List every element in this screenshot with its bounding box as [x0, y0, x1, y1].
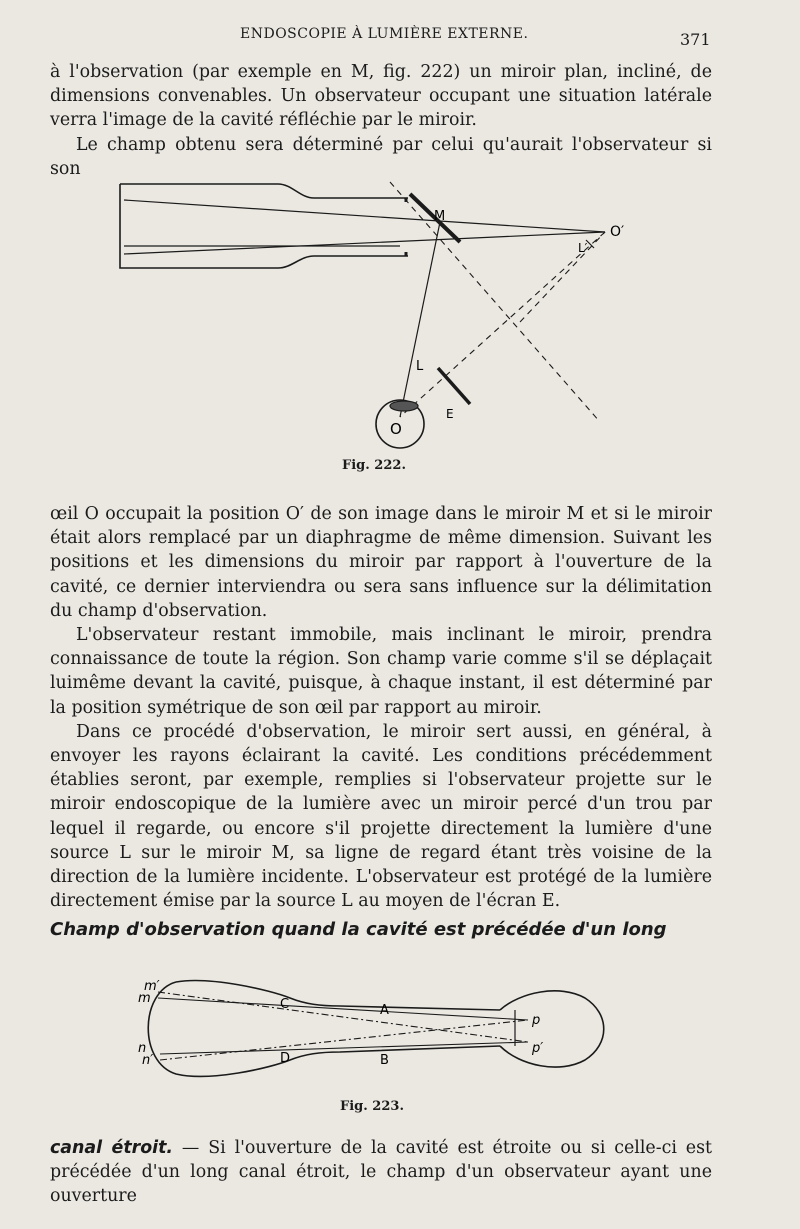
fig222-label-m: M: [434, 209, 446, 224]
fig222-label-e: E: [446, 407, 454, 421]
fig222-label-l-prime: L′: [578, 241, 588, 255]
fig222-label-o: O: [390, 420, 402, 438]
fig223-label-n: n: [138, 1041, 147, 1056]
paragraph-top: [50, 60, 712, 181]
fig223-label-d: D: [280, 1051, 291, 1066]
fig223-label-m: m: [138, 991, 151, 1006]
subsection-heading: canal étroit.: [50, 1138, 174, 1158]
figure-223-caption: Fig. 223.: [340, 1099, 404, 1114]
paragraph-tail-text: — Si l'ouverture de la cavité est étroite ou si celle-ci est précédée d'un long canal étroit, le champ d'un observateur ayant une ouverture: [50, 1138, 712, 1207]
paragraph-3-text: œil O occupait la position O′ de son image dans le miroir M et si le miroir était alors remplacé par un diaphragme de même dimension. Suivant les positions et les dimensions du miroir par rapport à l'ouverture de la cavité, ce dernier interviendra ou sera sans influence sur la délimitation du champ d'observation.: [50, 504, 712, 621]
fig223-label-p-prime: p′: [532, 1041, 544, 1056]
running-header: [0, 26, 800, 50]
paragraph-2-text: Le champ obtenu sera déterminé par celui qu'aurait l'observateur si son: [50, 134, 712, 179]
fig222-label-o-prime: O′: [610, 224, 625, 240]
figure-222: [100, 172, 660, 467]
paragraph-4-text: L'observateur restant immobile, mais inclinant le miroir, prendra connaissance de toute la région. Son champ varie comme s'il se déplaçait luimême devant la cavité, puisque, à chaque instant, il est déterminé par la position symétrique de son œil par rapport au miroir.: [50, 625, 712, 718]
fig223-label-c: C: [280, 997, 290, 1012]
fig223-label-m-prime: m′: [144, 979, 160, 994]
paragraph-body: [50, 502, 712, 913]
paragraph-top-text: à l'observation (par exemple en M, fig. 222) un miroir plan, incliné, de dimensions convenables. Un observateur occupant une situation latérale verra l'image de la cavité réfléchie par le miroir.: [50, 62, 712, 131]
figure-222-caption: Fig. 222.: [342, 458, 406, 473]
paragraph-tail: [50, 1136, 712, 1209]
fig222-label-l: L: [416, 359, 424, 374]
paragraph-5-text: Dans ce procédé d'observation, le miroir sert aussi, en général, à envoyer les rayons éclairant la cavité. Les conditions précédemment établies seront, par exemple, remplies si l'observateur projette sur le miroir endoscopique de la lumière avec un miroir percé d'un trou par lequel il regarde, ou encore s'il projette directement la lumière d'une source L sur le miroir M, sa ligne de regard étant très voisine de la direction de la lumière incidente. L'observateur est protégé de la lumière directement émise par la source L au moyen de l'écran E.: [50, 721, 712, 912]
running-title: ENDOSCOPIE À LUMIÈRE EXTERNE.: [240, 26, 529, 42]
fig223-label-p: p: [532, 1013, 541, 1028]
page-number: 371: [680, 30, 711, 49]
fig223-label-n-prime: n′: [142, 1053, 154, 1068]
section-heading: Champ d'observation quand la cavité est précédée d'un long: [50, 919, 667, 940]
fig223-label-a: A: [380, 1003, 389, 1018]
fig223-label-b: B: [380, 1053, 389, 1068]
figure-223: [130, 962, 690, 1097]
